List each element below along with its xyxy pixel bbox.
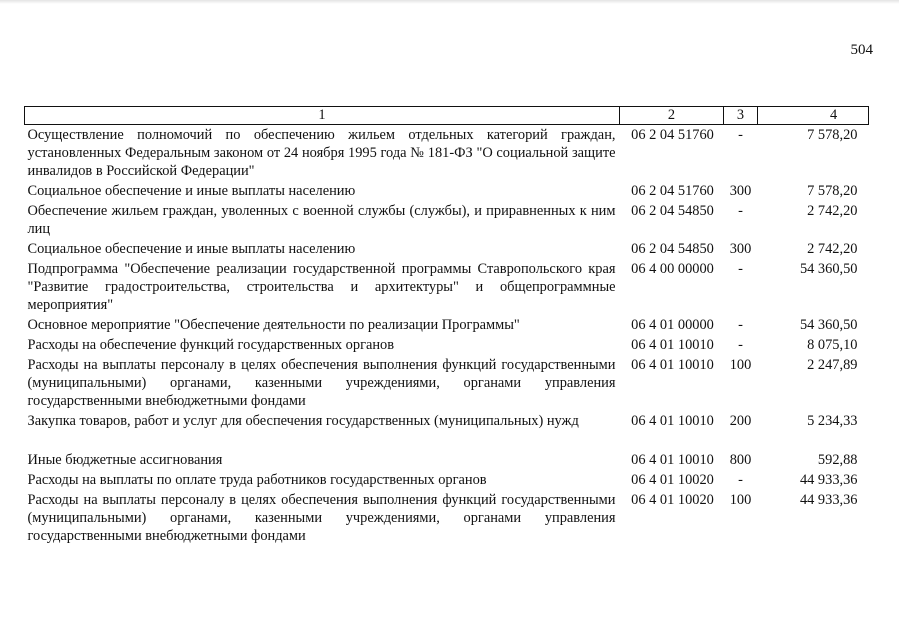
row-amount: 2 742,20 xyxy=(807,203,858,219)
column-header-amount: 4 xyxy=(758,107,869,125)
row-type: - xyxy=(738,261,743,277)
column-header-name: 1 xyxy=(25,107,620,125)
row-code: 06 4 01 10010 xyxy=(631,413,714,429)
row-amount: 7 578,20 xyxy=(807,183,858,199)
row-amount: 592,88 xyxy=(817,452,858,468)
row-type: - xyxy=(738,203,743,219)
row-amount: 2 742,20 xyxy=(807,241,858,257)
table-row xyxy=(25,450,869,470)
row-type: 200 xyxy=(729,413,752,429)
row-name: Расходы на выплаты персоналу в целях обеспечения выполнения функций государственными (муниципальными) органами, казенными учреждениями, органами управления государственными внебюджетными фондами xyxy=(27,492,616,544)
row-code: 06 4 01 10020 xyxy=(631,472,714,488)
row-name: Расходы на выплаты персоналу в целях обеспечения выполнения функций государственными (муниципальными) органами, казенными учреждениями, органами управления государственными внебюджетными фондами xyxy=(27,357,616,409)
row-type: 800 xyxy=(729,452,752,468)
table-header-row xyxy=(25,107,869,125)
table-row xyxy=(25,335,869,355)
row-name: Обеспечение жильем граждан, уволенных с военной службы (службы), и приравненных к ним лиц xyxy=(27,203,616,237)
column-header-type: 3 xyxy=(724,107,758,125)
row-name: Закупка товаров, работ и услуг для обеспечения государственных (муниципальных) нужд xyxy=(27,413,579,429)
table-row xyxy=(25,315,869,335)
row-name: Социальное обеспечение и иные выплаты населению xyxy=(27,183,356,199)
column-header-code: 2 xyxy=(620,107,724,125)
row-type: 100 xyxy=(729,492,752,508)
row-amount: 54 360,50 xyxy=(799,261,858,277)
table-row xyxy=(25,181,869,201)
row-code: 06 2 04 51760 xyxy=(631,127,714,143)
scan-edge xyxy=(0,0,899,4)
row-code: 06 4 01 10020 xyxy=(631,492,714,508)
row-name: Подпрограмма "Обеспечение реализации государственной программы Ставропольского края "Развитие градостроительства, строительства и архитектуры" и общепрограммные мероприятия" xyxy=(27,261,616,313)
row-type: - xyxy=(738,317,743,333)
table-row xyxy=(25,470,869,490)
row-name: Основное мероприятие "Обеспечение деятельности по реализации Программы" xyxy=(27,317,520,333)
table-row xyxy=(25,355,869,411)
row-code: 06 4 01 10010 xyxy=(631,357,714,373)
row-code: 06 4 01 10010 xyxy=(631,337,714,353)
row-code: 06 2 04 54850 xyxy=(631,203,714,219)
table-row xyxy=(25,259,869,315)
row-code: 06 4 01 00000 xyxy=(631,317,714,333)
table-row xyxy=(25,239,869,259)
budget-table xyxy=(24,106,869,546)
row-amount: 44 933,36 xyxy=(799,472,858,488)
row-type: - xyxy=(738,472,743,488)
row-amount: 2 247,89 xyxy=(807,357,858,373)
table-row xyxy=(25,490,869,546)
row-amount: 7 578,20 xyxy=(807,127,858,143)
row-amount: 44 933,36 xyxy=(799,492,858,508)
row-amount: 54 360,50 xyxy=(799,317,858,333)
row-type: - xyxy=(738,127,743,143)
row-name: Социальное обеспечение и иные выплаты населению xyxy=(27,241,356,257)
row-type: 100 xyxy=(729,357,752,373)
row-amount: 8 075,10 xyxy=(807,337,858,353)
table-row xyxy=(25,201,869,239)
row-code: 06 4 00 00000 xyxy=(631,261,714,277)
row-code: 06 2 04 54850 xyxy=(631,241,714,257)
row-name: Осуществление полномочий по обеспечению жильем отдельных категорий граждан, установленных Федеральным законом от 24 ноября 1995 года № 181-ФЗ "О социальной защите инвалидов в Российской Федерации" xyxy=(27,127,616,179)
row-name: Иные бюджетные ассигнования xyxy=(27,452,223,468)
row-code: 06 2 04 51760 xyxy=(631,183,714,199)
page-number: 504 xyxy=(850,42,873,58)
row-amount: 5 234,33 xyxy=(807,413,858,429)
row-code: 06 4 01 10010 xyxy=(631,452,714,468)
row-type: 300 xyxy=(729,241,752,257)
row-name: Расходы на выплаты по оплате труда работников государственных органов xyxy=(27,472,487,488)
row-type: 300 xyxy=(729,183,752,199)
table-row xyxy=(25,411,869,450)
row-name: Расходы на обеспечение функций государственных органов xyxy=(27,337,395,353)
table-row xyxy=(25,125,869,182)
row-type: - xyxy=(738,337,743,353)
